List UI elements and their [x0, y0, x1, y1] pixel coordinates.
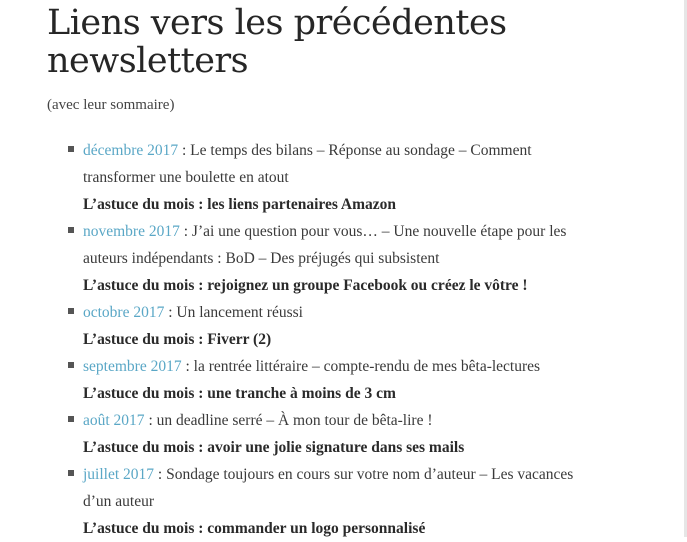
square-bullet-icon: [68, 227, 74, 233]
newsletter-summary: [83, 299, 647, 326]
newsletter-link-septembre-2017[interactable]: septembre 2017: [83, 358, 182, 375]
summary-text: : Le temps des bilans – Réponse au sondage – Comment: [178, 142, 532, 159]
page-title-line-2: newsletters: [47, 41, 249, 81]
summary-text-continued: auteurs indépendants : BoD – Des préjugés qui subsistent: [83, 250, 440, 267]
list-item-juillet-2017: [83, 461, 647, 542]
tip-of-the-month: L’astuce du mois : avoir une jolie signature dans ses mails: [83, 439, 465, 456]
newsletter-link-novembre-2017[interactable]: novembre 2017: [83, 223, 180, 240]
page-subtitle: (avec leur sommaire): [47, 97, 175, 113]
summary-text: : Un lancement réussi: [164, 304, 303, 321]
page-title: [47, 0, 647, 80]
summary-text: : la rentrée littéraire – compte-rendu de mes bêta-lectures: [181, 358, 541, 375]
newsletter-summary: [83, 137, 647, 191]
newsletter-summary: [83, 461, 647, 515]
newsletter-link-decembre-2017[interactable]: décembre 2017: [83, 142, 179, 159]
list-item-novembre-2017: [83, 218, 647, 299]
summary-text-continued: d’un auteur: [83, 493, 155, 510]
tip-of-the-month: L’astuce du mois : rejoignez un groupe Facebook ou créez le vôtre !: [83, 277, 528, 294]
newsletter-summary: [83, 353, 647, 380]
square-bullet-icon: [68, 362, 74, 368]
tip-of-the-month: L’astuce du mois : une tranche à moins de 3 cm: [83, 385, 396, 402]
tip-of-the-month: L’astuce du mois : commander un logo personnalisé: [83, 520, 426, 537]
list-item-decembre-2017: [83, 137, 647, 218]
list-item-octobre-2017: [83, 299, 647, 353]
summary-text: : J’ai une question pour vous… – Une nouvelle étape pour les: [179, 223, 567, 240]
summary-text: : Sondage toujours en cours sur votre nom d’auteur – Les vacances: [154, 466, 574, 483]
tip-of-the-month: L’astuce du mois : les liens partenaires Amazon: [83, 196, 397, 213]
page-title-line-1: Liens vers les précédentes: [47, 3, 507, 43]
newsletter-link-juillet-2017[interactable]: juillet 2017: [83, 466, 155, 483]
newsletter-summary: [83, 218, 647, 272]
summary-text: : un deadline serré – À mon tour de bêta-lire !: [144, 412, 433, 429]
square-bullet-icon: [68, 470, 74, 476]
list-item-septembre-2017: [83, 353, 647, 407]
main-content: [47, 0, 647, 542]
newsletter-link-aout-2017[interactable]: août 2017: [83, 412, 145, 429]
square-bullet-icon: [68, 146, 74, 152]
newsletter-link-octobre-2017[interactable]: octobre 2017: [83, 304, 165, 321]
tip-of-the-month: L’astuce du mois : Fiverr (2): [83, 331, 272, 348]
newsletter-list: [47, 137, 647, 542]
list-item-aout-2017: [83, 407, 647, 461]
square-bullet-icon: [68, 308, 74, 314]
square-bullet-icon: [68, 416, 74, 422]
summary-text-continued: transformer une boulette en atout: [83, 169, 289, 186]
newsletter-summary: [83, 407, 647, 434]
